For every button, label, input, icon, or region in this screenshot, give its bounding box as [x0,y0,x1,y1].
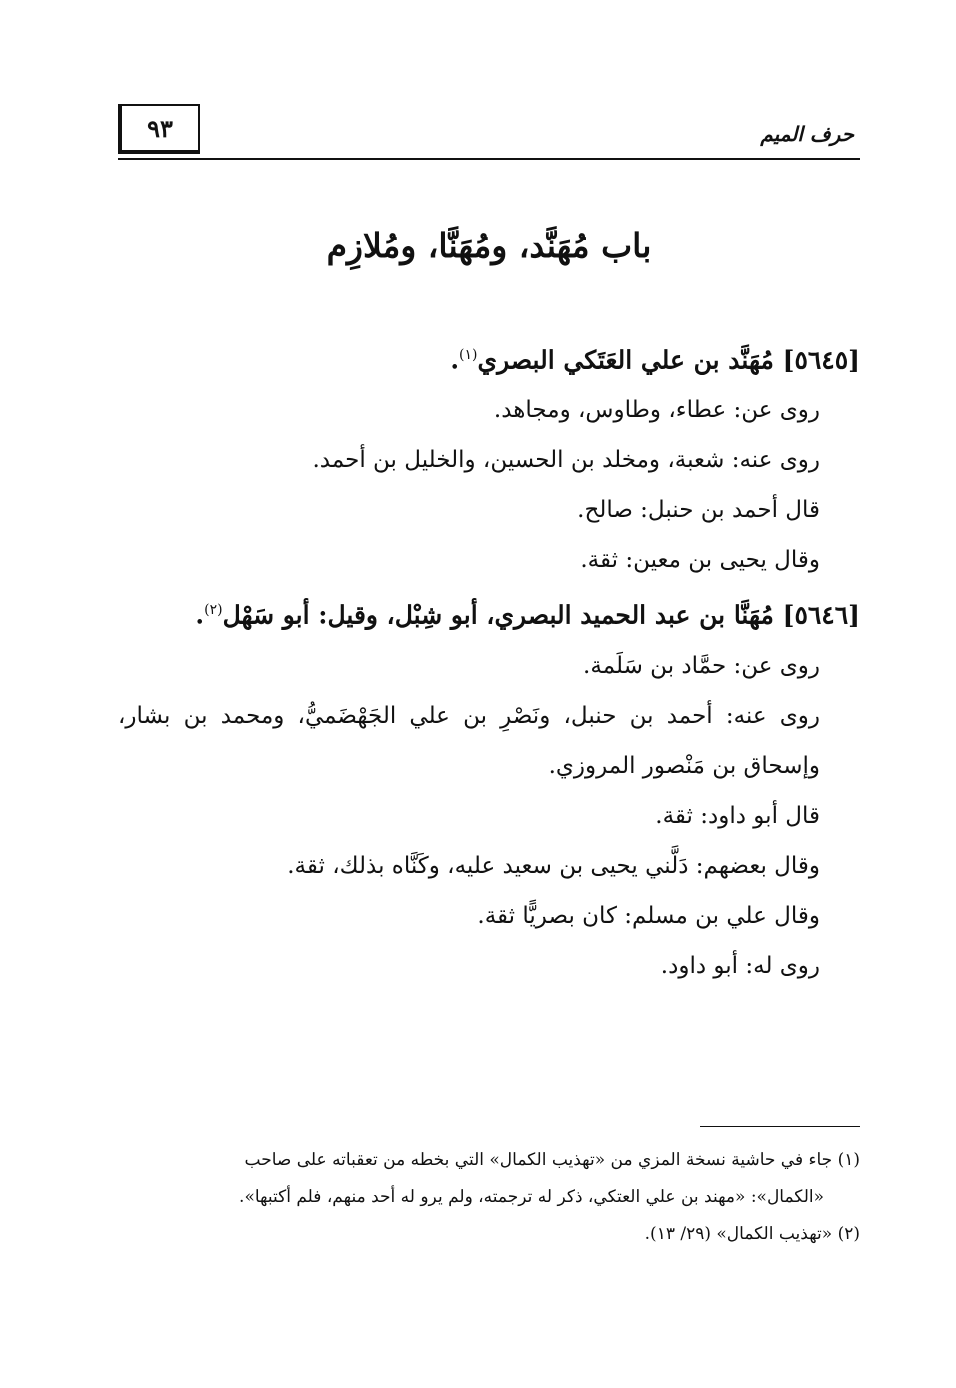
entry-line: روى عن: حمَّاد بن سَلَمة. [583,652,820,679]
entry-line: روى عن: عطاء، وطاوس، ومجاهد. [493,397,820,424]
running-head: حرف الميم [760,122,854,146]
page-number: ٩٣ [118,104,200,154]
footnote-2: (٢) «تهذيب الكمال» (٢٩/ ١٣). [644,1224,860,1244]
entry-heading-text: [٥٦٤٥] مُهَنَّد بن علي العَتَكي البصري [477,345,860,375]
footnote-ref[interactable]: (٢) [204,602,223,619]
entry-heading-end: . [195,600,205,630]
entry-line: وقال بعضهم: دَلَّني يحيى بن سعيد عليه، وكَنَّاه بذلك، ثقة. [287,852,820,879]
entry-heading [118,330,860,385]
entry-line: وقال يحيى بن معين: ثقة. [580,547,820,574]
entry-line: روى عنه: أحمد بن حنبل، ونَصْرِ بن علي الجَهْضَميُّ، ومحمد بن بشار، وإسحاق بن مَنْصور المروزي. [118,702,820,779]
footnote-ref[interactable]: (١) [459,347,478,363]
entry-line: روى عنه: شعبة، ومخلد بن الحسين، والخليل بن أحمد. [312,447,820,474]
entry-heading [118,585,860,640]
page-header [118,104,860,160]
chapter-title: باب مُهَنَّد، ومُهَنَّا، ومُلازِم [326,226,652,265]
footnote-1-continued: «الكمال»: «مهند بن علي العتكي، ذكر له ترجمته، ولم يرو له أحد منهم، فلم أكتبها». [239,1187,824,1207]
entry-line: قال أحمد بن حنبل: صالح. [577,497,820,524]
entry-heading-text: [٥٦٤٦] مُهَنَّا بن عبد الحميد البصري، أبو شِبْل، وقيل: أبو سَهْل [222,600,860,630]
entry-line: روى له: أبو داود. [660,952,820,979]
entry-line: قال أبو داود: ثقة. [655,802,820,829]
footnote-1: (١) جاء في حاشية نسخة المزي من «تهذيب الكمال» التي بخطه من تعقباته على صاحب [244,1150,860,1170]
main-text [118,330,860,991]
header-rule [118,158,860,160]
entry-line: وقال علي بن مسلم: كان بصريًّا ثقة. [477,902,820,929]
footnotes [118,1142,860,1253]
entry-heading-end: . [450,345,460,375]
footnote-separator [700,1126,860,1127]
